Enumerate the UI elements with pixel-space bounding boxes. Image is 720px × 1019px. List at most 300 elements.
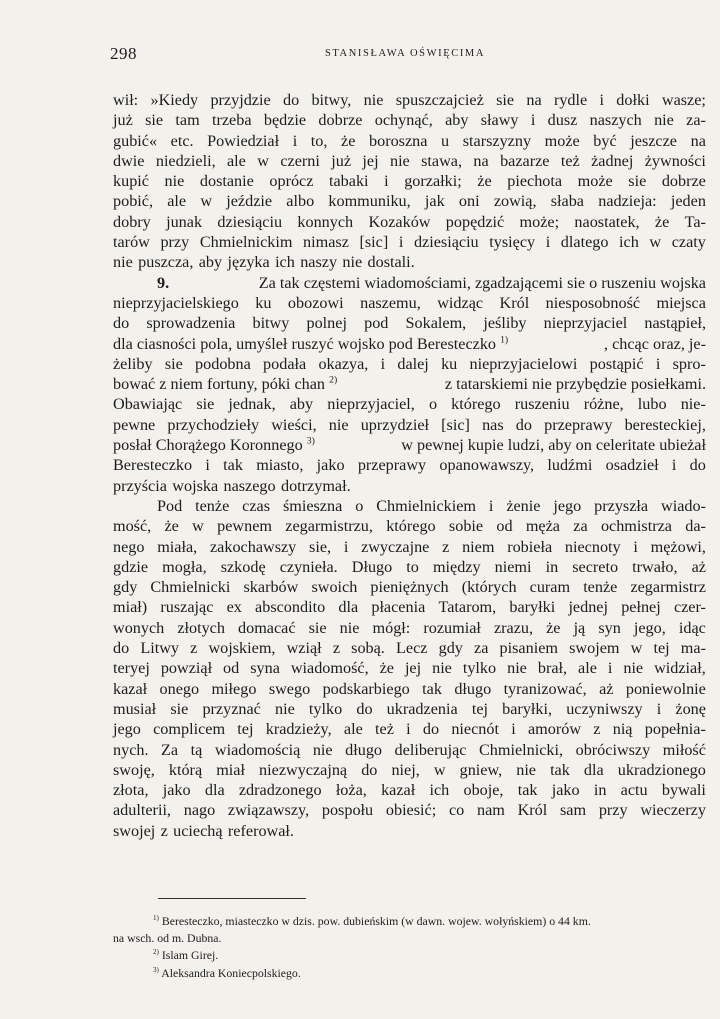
word: że bbox=[546, 618, 561, 637]
text-line bbox=[113, 354, 706, 374]
text-line bbox=[113, 90, 706, 110]
text-line bbox=[113, 537, 706, 557]
word: nych. bbox=[113, 740, 149, 759]
word: boroszna bbox=[369, 131, 428, 150]
word: tyranizować, bbox=[503, 679, 587, 698]
word: in bbox=[593, 781, 607, 800]
word: ale bbox=[343, 720, 363, 739]
word: niecnót bbox=[451, 720, 499, 739]
word: jak bbox=[424, 192, 445, 211]
word: będzie bbox=[263, 111, 307, 130]
word: Chmielnickim bbox=[199, 233, 293, 252]
footnote-mark: 3) bbox=[306, 435, 315, 447]
word: miłego bbox=[211, 679, 257, 698]
word: abscondito bbox=[255, 598, 326, 617]
text-span: bować z niem fortuny, póki chan bbox=[113, 375, 326, 394]
word: żenie bbox=[506, 496, 541, 515]
word: i bbox=[607, 659, 613, 678]
word: podskarbiego bbox=[322, 679, 410, 698]
word: języka bbox=[227, 253, 270, 272]
word: aby bbox=[198, 253, 223, 272]
footnote-divider bbox=[158, 898, 306, 899]
footnotes bbox=[113, 913, 706, 982]
word: być bbox=[593, 131, 617, 150]
word: płacenia bbox=[371, 598, 426, 617]
word: że bbox=[341, 131, 356, 150]
word: do bbox=[113, 639, 130, 658]
footnote-mark: 3) bbox=[153, 965, 159, 974]
text-line bbox=[113, 618, 706, 638]
word: u bbox=[441, 131, 450, 150]
word: nie bbox=[654, 111, 674, 130]
word: robieła bbox=[507, 537, 553, 556]
word: rydle bbox=[553, 91, 588, 109]
word: i bbox=[380, 354, 386, 373]
word: [sic] bbox=[441, 415, 470, 434]
word: kazał bbox=[381, 781, 416, 800]
word: »Kiedy bbox=[150, 91, 199, 109]
word: na bbox=[690, 131, 706, 150]
word: ukradzionego bbox=[617, 760, 706, 779]
word: ją bbox=[573, 618, 586, 637]
word: tylko bbox=[308, 699, 343, 718]
word: czynieła. bbox=[279, 557, 338, 576]
word: dusz bbox=[547, 111, 578, 130]
word: ku bbox=[441, 354, 458, 373]
footnote-mark: 2) bbox=[153, 948, 159, 957]
word: jednej bbox=[568, 598, 608, 617]
word: nie bbox=[328, 415, 349, 434]
word: tej bbox=[237, 720, 254, 739]
word: tenże bbox=[583, 578, 618, 597]
word: syn bbox=[598, 618, 621, 637]
word: i bbox=[545, 233, 551, 252]
word: też bbox=[375, 720, 394, 739]
word: przychodzieły bbox=[167, 415, 260, 434]
footnote-text: Beresteczko, miasteczko w dzis. pow. dubieńskim (w dawn. wojew. wołyńskiem) o 44 km. bbox=[161, 914, 591, 928]
word: w bbox=[257, 151, 269, 170]
text-line bbox=[113, 740, 706, 760]
word: pisaniem bbox=[499, 639, 558, 658]
word: żonę bbox=[675, 699, 706, 718]
word: tabaki bbox=[329, 172, 369, 191]
footnote-text: Islam Girej. bbox=[161, 948, 219, 963]
word: przyszła bbox=[594, 496, 649, 515]
word: Tatarom, bbox=[438, 598, 497, 617]
word: w bbox=[192, 517, 204, 536]
word: nie bbox=[507, 659, 527, 678]
word: dla bbox=[583, 760, 604, 779]
word: nie- bbox=[680, 395, 706, 414]
word: Król bbox=[517, 801, 548, 820]
text-line-with-note bbox=[113, 435, 706, 455]
word: i bbox=[655, 354, 661, 373]
text-line bbox=[113, 516, 706, 536]
word: ex bbox=[226, 598, 242, 617]
word: i bbox=[205, 456, 210, 475]
word: nago bbox=[183, 801, 216, 820]
word: ich bbox=[429, 781, 450, 800]
word: junak bbox=[166, 212, 203, 231]
word: referował. bbox=[227, 821, 294, 840]
text-line bbox=[113, 455, 706, 475]
word: kazał bbox=[113, 679, 148, 698]
word: Sokalem, bbox=[405, 314, 467, 333]
text-line bbox=[113, 191, 706, 211]
word: z bbox=[593, 720, 601, 739]
word: przeprawy bbox=[357, 456, 427, 475]
word: widział, bbox=[654, 659, 706, 678]
word: wił: bbox=[113, 91, 139, 109]
text-line bbox=[113, 212, 706, 232]
word: sie bbox=[170, 699, 189, 718]
word: tej bbox=[653, 639, 670, 658]
word: complicem bbox=[153, 720, 226, 739]
paragraph-9-start bbox=[113, 273, 706, 293]
word: tam bbox=[175, 111, 200, 130]
word: (których bbox=[461, 578, 517, 597]
text-line bbox=[113, 577, 706, 597]
word: bazarze bbox=[500, 151, 550, 170]
word: w bbox=[630, 639, 643, 658]
word: pewnem bbox=[217, 517, 272, 536]
word: dobry bbox=[113, 212, 151, 231]
footnote-1 bbox=[113, 913, 706, 930]
word: trwało, bbox=[632, 557, 678, 576]
word: już bbox=[331, 151, 352, 170]
word: nas bbox=[482, 415, 504, 434]
word: idąc bbox=[678, 618, 706, 637]
word: Kozaków bbox=[368, 212, 431, 231]
word: którą bbox=[168, 760, 203, 779]
text-line bbox=[113, 151, 706, 171]
word: sławy bbox=[480, 111, 519, 130]
word: czaty bbox=[671, 233, 706, 252]
word: dla bbox=[338, 598, 359, 617]
word: że bbox=[164, 517, 179, 536]
word: spro- bbox=[672, 354, 706, 373]
word: złota, bbox=[113, 781, 149, 800]
word: wiado- bbox=[661, 496, 706, 515]
section-number: 9. bbox=[157, 273, 170, 292]
word: Ta- bbox=[684, 212, 706, 231]
word: tysięcy bbox=[489, 233, 536, 252]
word: na bbox=[473, 151, 489, 170]
text-line bbox=[113, 252, 706, 272]
word: popędzić bbox=[445, 212, 505, 231]
word: od bbox=[496, 517, 513, 536]
word: ukradzenia bbox=[386, 699, 458, 718]
word: starszyzny bbox=[462, 131, 532, 150]
word: Chmielnicki bbox=[150, 578, 231, 597]
word: śmieszna bbox=[282, 496, 343, 515]
text-line bbox=[113, 760, 706, 780]
word: to, bbox=[310, 131, 328, 150]
word: ochmistrza bbox=[600, 517, 672, 536]
word: deliberując bbox=[394, 740, 467, 759]
word: między bbox=[432, 557, 481, 576]
word: to bbox=[406, 557, 419, 576]
word: dobrze bbox=[661, 172, 706, 191]
word: secreto bbox=[572, 557, 619, 576]
word: nam bbox=[476, 801, 505, 820]
word: i bbox=[343, 537, 349, 556]
footnote-text: Aleksandra Koniecpolskiego. bbox=[161, 965, 301, 980]
word: ruszeniu bbox=[514, 395, 570, 414]
word: nie bbox=[516, 760, 536, 779]
word: w bbox=[200, 192, 213, 211]
word: gdy bbox=[113, 578, 138, 597]
word: nie bbox=[342, 253, 363, 272]
word: okazya, bbox=[318, 354, 369, 373]
word: i bbox=[599, 91, 604, 109]
word: z bbox=[442, 537, 450, 556]
word: baryłki bbox=[509, 598, 556, 617]
word: szkodę bbox=[220, 557, 266, 576]
word: actu bbox=[620, 781, 648, 800]
text-line bbox=[113, 638, 706, 658]
word: dla bbox=[204, 781, 225, 800]
word: nimasz bbox=[303, 233, 349, 252]
word: tarów bbox=[113, 233, 150, 252]
word: widząc bbox=[437, 293, 484, 312]
word: może bbox=[544, 131, 580, 150]
text-line bbox=[113, 557, 706, 577]
word: wiadomość, bbox=[290, 659, 369, 678]
word: i bbox=[406, 720, 411, 739]
word: dziesiąciu bbox=[413, 233, 479, 252]
word: żeliby bbox=[113, 354, 153, 373]
word: nie bbox=[432, 659, 452, 678]
word: Lecz bbox=[396, 639, 428, 658]
word: od bbox=[223, 659, 240, 678]
word: czerni bbox=[280, 151, 320, 170]
word: niej, bbox=[391, 760, 420, 779]
text-line bbox=[113, 780, 706, 800]
word: ale bbox=[227, 151, 246, 170]
word: miłość bbox=[662, 740, 706, 759]
word: jako bbox=[162, 781, 191, 800]
footnote-mark: 1) bbox=[500, 334, 509, 346]
word: co bbox=[448, 801, 465, 820]
text-line bbox=[113, 800, 706, 820]
word: ale bbox=[578, 659, 597, 678]
word: gubić« bbox=[113, 131, 158, 150]
word: i bbox=[292, 131, 298, 150]
text-line bbox=[113, 658, 706, 678]
word: zegarmistrzu, bbox=[285, 517, 373, 536]
word: nie bbox=[164, 172, 185, 191]
word: męża bbox=[525, 517, 560, 536]
word: kommuniku, bbox=[328, 192, 411, 211]
word: że bbox=[654, 212, 670, 231]
word: może; bbox=[519, 212, 560, 231]
word: musiał bbox=[113, 699, 157, 718]
word: tak bbox=[517, 781, 538, 800]
word: miejsca bbox=[656, 293, 706, 312]
word: naszych bbox=[589, 111, 642, 130]
word: podobna bbox=[195, 354, 251, 373]
word: może bbox=[577, 172, 613, 191]
text-line bbox=[113, 171, 706, 191]
word: beresteckiej, bbox=[624, 415, 706, 434]
text-line bbox=[113, 110, 706, 130]
word: swego bbox=[268, 679, 311, 698]
word: obróciwszy bbox=[575, 740, 651, 759]
word: tylko bbox=[462, 659, 497, 678]
word: już bbox=[113, 111, 133, 130]
word: jej bbox=[362, 151, 379, 170]
word: sam bbox=[560, 801, 587, 820]
word: jako bbox=[316, 456, 345, 475]
word: podała bbox=[263, 354, 307, 373]
word: naszemu, bbox=[360, 293, 421, 312]
word: za bbox=[573, 517, 588, 536]
word: sie bbox=[145, 111, 164, 130]
word: dotrzymał. bbox=[280, 476, 351, 495]
word: i bbox=[384, 172, 389, 191]
word: pospołu bbox=[321, 801, 374, 820]
word: Pod bbox=[157, 496, 183, 515]
word: sie bbox=[164, 354, 183, 373]
word: ma- bbox=[680, 639, 706, 658]
text-line bbox=[113, 293, 706, 313]
word: tej bbox=[471, 699, 489, 718]
word: popełnia- bbox=[644, 720, 706, 739]
word: oprócz bbox=[269, 172, 314, 191]
word: nie bbox=[113, 253, 133, 272]
word: zdradzonego bbox=[238, 781, 322, 800]
word: wieści, bbox=[271, 415, 317, 434]
word: aż bbox=[599, 679, 614, 698]
word: jej bbox=[404, 659, 422, 678]
word: nieprzyjaciel bbox=[543, 314, 628, 333]
word: pobić, bbox=[113, 192, 154, 211]
word: do bbox=[689, 456, 706, 475]
word: swojem bbox=[569, 639, 620, 658]
word: też bbox=[560, 151, 580, 170]
word: Obawiając bbox=[113, 395, 183, 414]
text-span bbox=[113, 435, 315, 455]
word: w bbox=[649, 233, 662, 252]
word: przyścia bbox=[113, 476, 167, 495]
word: etc. bbox=[170, 131, 194, 150]
text-line bbox=[113, 496, 706, 516]
word: żywności bbox=[644, 151, 706, 170]
word: przy bbox=[160, 233, 190, 252]
word: jeśliby bbox=[483, 314, 527, 333]
word: nie bbox=[389, 151, 410, 170]
word: którego bbox=[386, 517, 436, 536]
text-span: Za tak częstemi wiadomościami, zgadzającemi sie o ruszeniu wojska bbox=[258, 273, 706, 292]
word: dziesiąciu bbox=[217, 212, 283, 231]
word: spuszczajcież bbox=[395, 91, 484, 109]
text-span bbox=[113, 374, 337, 394]
word: nie bbox=[275, 699, 295, 718]
word: jeden bbox=[670, 192, 706, 211]
word: polnej bbox=[306, 314, 347, 333]
word: sobie bbox=[448, 517, 484, 536]
word: długo bbox=[345, 740, 383, 759]
word: nie bbox=[623, 659, 644, 678]
word: mógł: bbox=[372, 618, 411, 637]
text-line bbox=[113, 415, 706, 435]
word: albo bbox=[286, 192, 315, 211]
word: nieprzyjaciel, bbox=[327, 395, 415, 414]
word: Chmielnicki, bbox=[478, 740, 564, 759]
running-head: STANISŁAWA OŚWIĘCIMA bbox=[324, 48, 486, 59]
word: do bbox=[113, 314, 130, 333]
word: bitwy, bbox=[311, 91, 352, 109]
word: mężowi, bbox=[650, 537, 706, 556]
text-line bbox=[113, 232, 706, 252]
word: mość, bbox=[113, 517, 152, 536]
word: za bbox=[474, 639, 489, 658]
word: jednak, bbox=[228, 395, 276, 414]
word: dwie bbox=[113, 151, 145, 170]
word: przy bbox=[598, 801, 628, 820]
word: gniew, bbox=[459, 760, 503, 779]
word: bitwy bbox=[252, 314, 290, 333]
word: do bbox=[515, 415, 532, 434]
word: gdy bbox=[438, 639, 463, 658]
word: słaba bbox=[550, 192, 584, 211]
word: Litwy bbox=[140, 639, 179, 658]
word: Chmielnickiem bbox=[376, 496, 476, 515]
word: przeprawy bbox=[544, 415, 613, 434]
word: opanowawszy, bbox=[439, 456, 535, 475]
word: rozumiał bbox=[423, 618, 481, 637]
word: uciechą bbox=[173, 821, 223, 840]
word: curam bbox=[529, 578, 571, 597]
word: wieczerzy bbox=[640, 801, 706, 820]
word: kupić bbox=[113, 172, 149, 191]
word: powziął bbox=[160, 659, 213, 678]
text-span: dla ciasności pola, umyśleł ruszyć wojsko pod Beresteczko bbox=[113, 334, 497, 353]
text-line bbox=[113, 313, 706, 333]
text-span bbox=[113, 334, 508, 354]
word: pewne bbox=[113, 415, 156, 434]
word: nie bbox=[312, 740, 333, 759]
word: swojej bbox=[113, 821, 156, 840]
word: nie bbox=[363, 91, 384, 109]
word: że bbox=[379, 659, 394, 678]
word: adulterii, bbox=[113, 801, 171, 820]
word: sie bbox=[308, 618, 327, 637]
word: brał, bbox=[537, 659, 568, 678]
word: syna bbox=[250, 659, 280, 678]
word: da- bbox=[685, 517, 706, 536]
word: pieniężnych bbox=[370, 578, 449, 597]
word: do bbox=[282, 91, 300, 109]
text-span: w pewnej kupie ludzi, aby on celeritate ubieżał bbox=[401, 436, 706, 455]
page-number: 298 bbox=[110, 44, 137, 63]
text-line bbox=[113, 597, 706, 617]
word: tak bbox=[422, 679, 442, 698]
word: ku bbox=[255, 293, 272, 312]
main-text bbox=[113, 90, 706, 841]
word: ludźmi bbox=[547, 456, 593, 475]
text-line bbox=[113, 821, 706, 841]
word: o bbox=[428, 395, 438, 414]
word: związawszy, bbox=[227, 801, 310, 820]
word: w bbox=[433, 760, 446, 779]
word: tak bbox=[223, 456, 243, 475]
word: kradzieży, bbox=[265, 720, 332, 739]
word: jeszcze bbox=[630, 131, 677, 150]
word: uczyniwszy bbox=[566, 699, 643, 718]
word: miał bbox=[216, 760, 245, 779]
